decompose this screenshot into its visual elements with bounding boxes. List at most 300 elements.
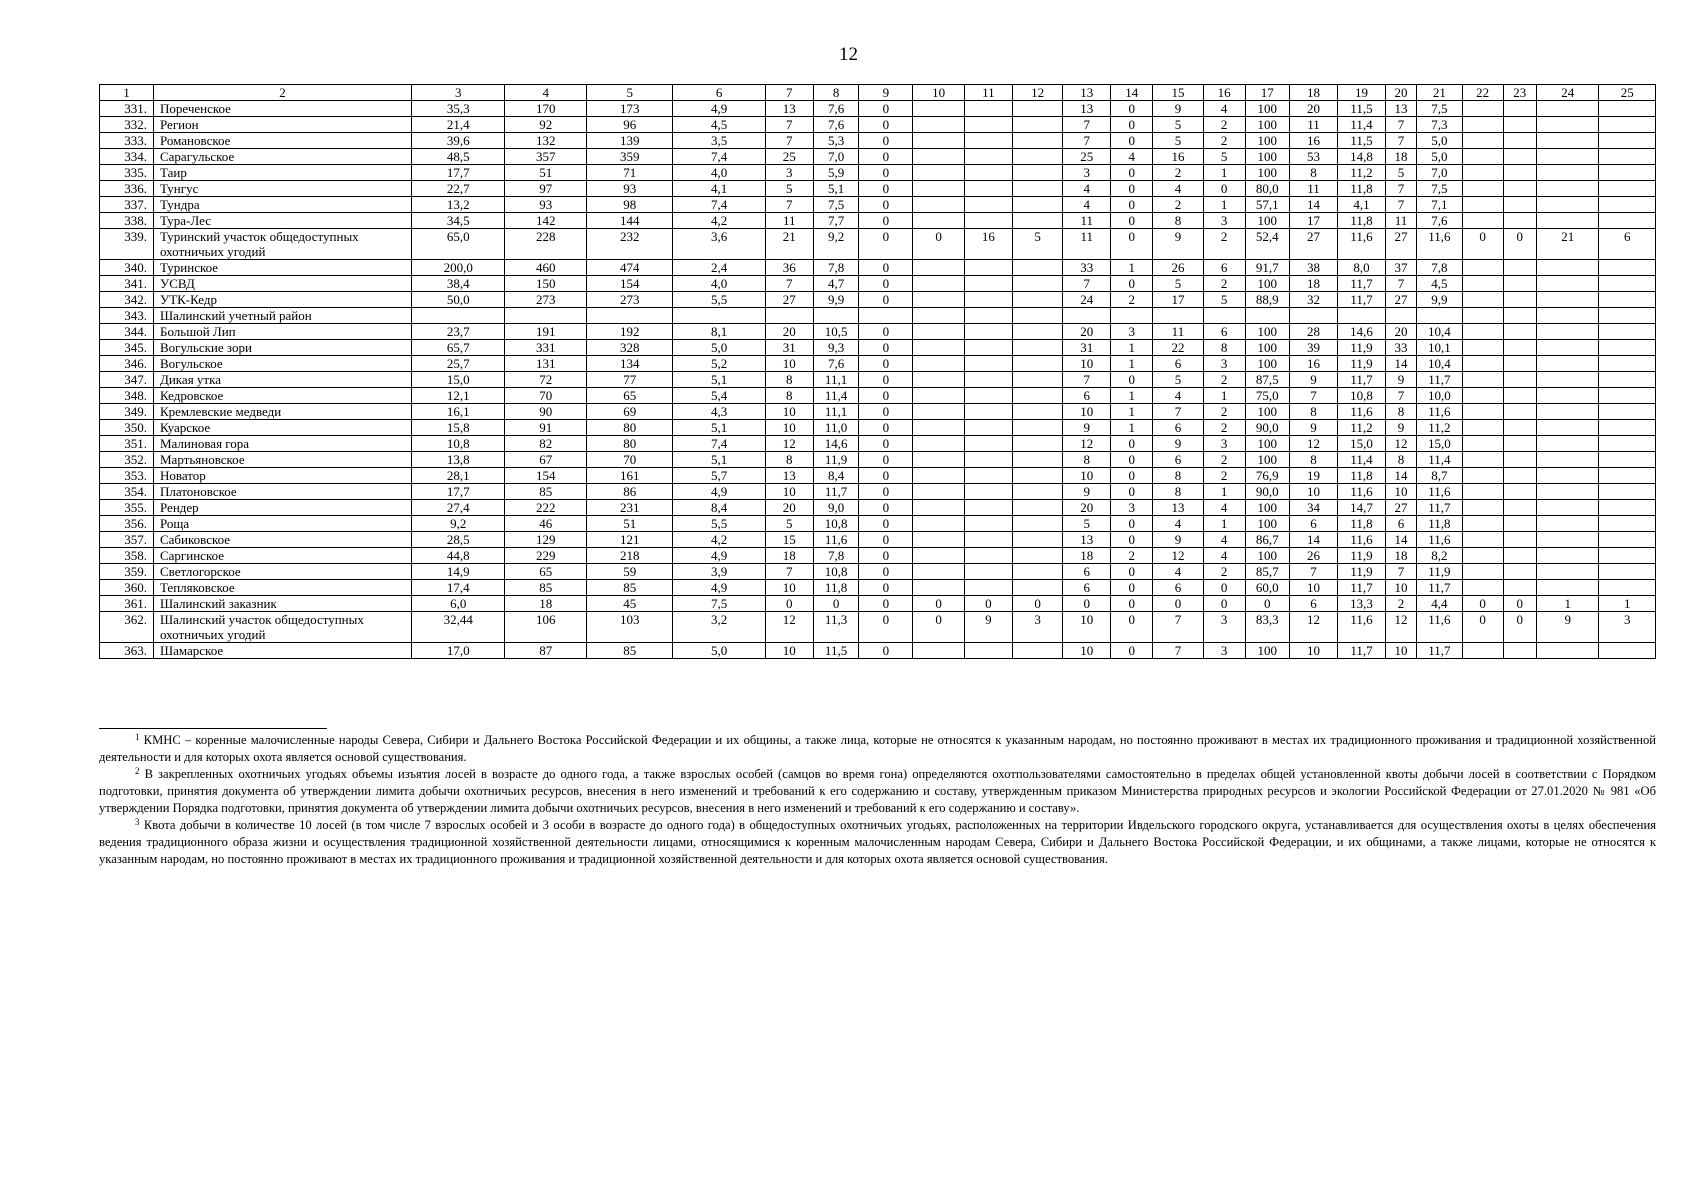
table-cell: 7,5 xyxy=(673,596,765,612)
table-cell: 231 xyxy=(587,500,673,516)
table-cell: 0 xyxy=(859,564,913,580)
table-cell xyxy=(1012,372,1062,388)
table-row xyxy=(100,292,1656,308)
table-cell xyxy=(1012,324,1062,340)
table-cell xyxy=(913,340,965,356)
table-cell: 6 xyxy=(1063,564,1111,580)
table-cell: 7,5 xyxy=(1417,101,1463,117)
table-cell: 4,3 xyxy=(673,404,765,420)
row-number-cell: 334. xyxy=(100,149,154,165)
row-number-cell: 333. xyxy=(100,133,154,149)
table-cell: 90 xyxy=(505,404,587,420)
hunting-ground-name-cell: Пореченское xyxy=(153,101,411,117)
table-cell: 51 xyxy=(505,165,587,181)
table-cell xyxy=(1599,532,1656,548)
table-cell: 13 xyxy=(765,101,813,117)
column-number-cell: 1 xyxy=(100,85,154,101)
table-cell: 11,3 xyxy=(813,612,859,643)
table-cell: 0 xyxy=(859,548,913,564)
table-cell xyxy=(505,308,587,324)
table-cell xyxy=(913,643,965,659)
table-cell xyxy=(964,101,1012,117)
hunting-ground-name-cell: Шалинский заказник xyxy=(153,596,411,612)
hunting-ground-name-cell: Романовское xyxy=(153,133,411,149)
table-cell xyxy=(1537,340,1599,356)
table-cell: 5,9 xyxy=(813,165,859,181)
table-cell xyxy=(1599,165,1656,181)
table-cell: 2 xyxy=(1203,372,1245,388)
table-cell: 7,0 xyxy=(1417,165,1463,181)
table-cell xyxy=(1599,484,1656,500)
table-cell xyxy=(673,308,765,324)
table-cell xyxy=(1012,197,1062,213)
table-cell xyxy=(1599,564,1656,580)
table-row xyxy=(100,596,1656,612)
table-cell: 3,9 xyxy=(673,564,765,580)
table-cell: 65 xyxy=(505,564,587,580)
table-cell: 53 xyxy=(1289,149,1337,165)
hunting-ground-name-cell: Светлогорское xyxy=(153,564,411,580)
table-cell: 20 xyxy=(1289,101,1337,117)
table-cell: 24 xyxy=(1063,292,1111,308)
table-cell: 11 xyxy=(1063,229,1111,260)
table-cell xyxy=(1599,324,1656,340)
table-cell: 100 xyxy=(1245,276,1289,292)
table-cell: 0 xyxy=(859,149,913,165)
table-cell xyxy=(1203,308,1245,324)
hunting-ground-name-cell: Дикая утка xyxy=(153,372,411,388)
table-cell xyxy=(1599,149,1656,165)
table-cell xyxy=(1599,197,1656,213)
table-cell: 11,6 xyxy=(1417,612,1463,643)
table-cell: 1 xyxy=(1203,165,1245,181)
table-cell xyxy=(1503,468,1537,484)
table-cell xyxy=(1385,308,1416,324)
table-cell: 12 xyxy=(1153,548,1203,564)
table-cell: 80 xyxy=(587,436,673,452)
table-cell xyxy=(1462,340,1503,356)
table-cell: 8 xyxy=(1289,404,1337,420)
table-cell xyxy=(913,181,965,197)
table-cell xyxy=(913,356,965,372)
table-cell xyxy=(964,484,1012,500)
table-cell: 65 xyxy=(587,388,673,404)
table-cell xyxy=(1599,580,1656,596)
table-row xyxy=(100,420,1656,436)
table-cell: 7,4 xyxy=(673,149,765,165)
table-cell: 9 xyxy=(1537,612,1599,643)
footnote-text: КМНС – коренные малочисленные народы Севера, Сибири и Дальнего Востока Российской Федерации и их общины, а также лица, которые не относятся к указанным народам, но постоянно проживают в местах их традиционного проживания и традиционной хозяйственной деятельности и для которых охота является основой существования. xyxy=(99,733,1656,764)
table-cell: 3,6 xyxy=(673,229,765,260)
table-cell: 8 xyxy=(1385,452,1416,468)
table-cell xyxy=(1503,101,1537,117)
table-cell: 2 xyxy=(1203,229,1245,260)
table-cell xyxy=(964,580,1012,596)
table-cell: 228 xyxy=(505,229,587,260)
table-cell: 97 xyxy=(505,181,587,197)
table-cell: 34 xyxy=(1289,500,1337,516)
table-cell: 100 xyxy=(1245,133,1289,149)
table-cell: 93 xyxy=(505,197,587,213)
table-cell xyxy=(1012,580,1062,596)
table-cell: 7 xyxy=(1153,404,1203,420)
table-cell: 460 xyxy=(505,260,587,276)
table-row xyxy=(100,580,1656,596)
table-cell xyxy=(913,436,965,452)
hunting-ground-name-cell: Шалинский учетный район xyxy=(153,308,411,324)
table-cell xyxy=(913,101,965,117)
table-cell: 7,8 xyxy=(813,548,859,564)
table-cell xyxy=(1503,420,1537,436)
table-cell: 9 xyxy=(1153,229,1203,260)
table-cell: 11 xyxy=(1063,213,1111,229)
table-cell: 28 xyxy=(1289,324,1337,340)
table-cell: 7 xyxy=(765,133,813,149)
row-number-cell: 357. xyxy=(100,532,154,548)
table-cell xyxy=(913,500,965,516)
hunting-ground-name-cell: Большой Лип xyxy=(153,324,411,340)
table-cell xyxy=(1012,532,1062,548)
table-cell: 11,6 xyxy=(813,532,859,548)
hunting-ground-name-cell: Сарагульское xyxy=(153,149,411,165)
table-cell: 11,8 xyxy=(1337,181,1385,197)
table-row xyxy=(100,388,1656,404)
table-cell: 36 xyxy=(765,260,813,276)
table-cell: 4,5 xyxy=(1417,276,1463,292)
table-cell: 2 xyxy=(1153,197,1203,213)
table-cell: 100 xyxy=(1245,516,1289,532)
table-cell: 11,0 xyxy=(813,420,859,436)
table-cell: 27 xyxy=(1385,292,1416,308)
table-cell: 33 xyxy=(1385,340,1416,356)
table-cell: 0 xyxy=(1462,596,1503,612)
table-cell: 134 xyxy=(587,356,673,372)
table-cell: 0 xyxy=(1203,181,1245,197)
table-cell: 1 xyxy=(1203,516,1245,532)
table-cell: 0 xyxy=(859,292,913,308)
table-cell: 5,1 xyxy=(673,420,765,436)
table-cell: 76,9 xyxy=(1245,468,1289,484)
table-cell: 4,2 xyxy=(673,532,765,548)
table-cell xyxy=(1503,452,1537,468)
table-cell xyxy=(1537,580,1599,596)
table-cell: 3 xyxy=(1203,436,1245,452)
table-cell: 25 xyxy=(1063,149,1111,165)
table-cell xyxy=(964,468,1012,484)
table-cell: 8 xyxy=(1153,213,1203,229)
table-cell: 331 xyxy=(505,340,587,356)
table-cell: 11,6 xyxy=(1337,532,1385,548)
table-cell: 100 xyxy=(1245,324,1289,340)
table-cell: 96 xyxy=(587,117,673,133)
column-number-cell: 6 xyxy=(673,85,765,101)
table-cell: 3 xyxy=(1203,643,1245,659)
table-cell: 4,2 xyxy=(673,213,765,229)
table-row xyxy=(100,532,1656,548)
table-cell: 21 xyxy=(1537,229,1599,260)
table-cell: 6 xyxy=(1153,452,1203,468)
table-cell xyxy=(1462,388,1503,404)
table-row xyxy=(100,308,1656,324)
table-cell: 10,1 xyxy=(1417,340,1463,356)
table-cell: 11,7 xyxy=(1337,580,1385,596)
table-cell xyxy=(1599,260,1656,276)
table-cell xyxy=(1599,516,1656,532)
table-cell: 2 xyxy=(1111,292,1153,308)
table-cell xyxy=(913,404,965,420)
table-cell: 7,8 xyxy=(813,260,859,276)
table-cell xyxy=(1462,516,1503,532)
table-cell: 11,6 xyxy=(1417,532,1463,548)
table-cell: 142 xyxy=(505,213,587,229)
table-cell: 17 xyxy=(1289,213,1337,229)
table-cell: 7 xyxy=(1385,197,1416,213)
table-cell: 0 xyxy=(859,181,913,197)
table-cell xyxy=(913,564,965,580)
table-cell xyxy=(1012,388,1062,404)
table-cell xyxy=(1503,388,1537,404)
table-cell: 52,4 xyxy=(1245,229,1289,260)
table-cell: 34,5 xyxy=(411,213,505,229)
table-cell: 4,9 xyxy=(673,101,765,117)
table-cell xyxy=(1503,404,1537,420)
table-cell xyxy=(964,452,1012,468)
table-row xyxy=(100,484,1656,500)
table-cell: 6 xyxy=(1153,356,1203,372)
table-cell: 1 xyxy=(1203,484,1245,500)
table-cell xyxy=(1462,532,1503,548)
table-cell xyxy=(913,260,965,276)
table-cell: 9,2 xyxy=(411,516,505,532)
table-cell xyxy=(964,149,1012,165)
table-cell: 6 xyxy=(1153,420,1203,436)
table-cell: 2 xyxy=(1203,117,1245,133)
table-cell xyxy=(1503,260,1537,276)
table-cell: 100 xyxy=(1245,213,1289,229)
row-number-cell: 355. xyxy=(100,500,154,516)
column-number-cell: 21 xyxy=(1417,85,1463,101)
column-number-cell: 3 xyxy=(411,85,505,101)
row-number-cell: 331. xyxy=(100,101,154,117)
table-cell: 11,7 xyxy=(1337,643,1385,659)
table-cell: 7,4 xyxy=(673,436,765,452)
column-number-cell: 5 xyxy=(587,85,673,101)
table-cell: 8,0 xyxy=(1337,260,1385,276)
table-cell xyxy=(913,308,965,324)
table-cell: 17 xyxy=(1153,292,1203,308)
table-cell: 0 xyxy=(859,372,913,388)
table-cell: 2 xyxy=(1111,548,1153,564)
table-cell: 9 xyxy=(964,612,1012,643)
table-cell: 10 xyxy=(1063,643,1111,659)
column-number-cell: 18 xyxy=(1289,85,1337,101)
table-cell: 14 xyxy=(1385,532,1416,548)
table-cell: 3 xyxy=(1111,500,1153,516)
table-cell: 100 xyxy=(1245,548,1289,564)
table-cell xyxy=(1537,213,1599,229)
table-cell: 11,7 xyxy=(1337,292,1385,308)
table-cell: 5 xyxy=(1063,516,1111,532)
table-cell: 10,8 xyxy=(813,564,859,580)
table-cell: 11 xyxy=(1153,324,1203,340)
table-cell: 75,0 xyxy=(1245,388,1289,404)
hunting-ground-name-cell: Туринское xyxy=(153,260,411,276)
table-cell: 15,0 xyxy=(1417,436,1463,452)
table-cell: 12 xyxy=(765,436,813,452)
table-cell: 22,7 xyxy=(411,181,505,197)
table-cell xyxy=(1537,165,1599,181)
table-cell: 60,0 xyxy=(1245,580,1289,596)
table-cell xyxy=(1503,643,1537,659)
table-cell: 3 xyxy=(1012,612,1062,643)
table-cell xyxy=(1537,548,1599,564)
footnote-text: Квота добычи в количестве 10 лосей (в том числе 7 взрослых особей и 3 особи в возрасте до одного года) в общедоступных охотничьих угодьях, расположенных на территории Ивдельского городского округа, устанавливается для осуществления охоты в целях обеспечения ведения традиционного образа жизни и осуществления традиционной хозяйственной деятельности лицами, относящимися к коренным малочисленным народам Севера, Сибири и Дальнего Востока Российской Федерации, и их общинами, а также лицами, которые не относятся к указанным народам, но постоянно проживают в местах их традиционного проживания и традиционной хозяйственной деятельности и для которых охота является основой существования. xyxy=(99,818,1656,866)
table-cell: 191 xyxy=(505,324,587,340)
table-cell: 17,7 xyxy=(411,484,505,500)
table-cell xyxy=(1012,356,1062,372)
table-cell xyxy=(1537,532,1599,548)
table-cell: 192 xyxy=(587,324,673,340)
table-cell xyxy=(964,516,1012,532)
table-cell: 9 xyxy=(1153,532,1203,548)
table-cell xyxy=(1503,500,1537,516)
table-cell: 7 xyxy=(765,276,813,292)
table-cell xyxy=(1599,117,1656,133)
table-cell xyxy=(1417,308,1463,324)
table-row xyxy=(100,436,1656,452)
table-cell: 8 xyxy=(1289,165,1337,181)
hunting-ground-name-cell: Тура-Лес xyxy=(153,213,411,229)
table-cell xyxy=(1012,436,1062,452)
column-number-cell: 9 xyxy=(859,85,913,101)
table-cell xyxy=(913,149,965,165)
row-number-cell: 359. xyxy=(100,564,154,580)
row-number-cell: 340. xyxy=(100,260,154,276)
hunting-ground-name-cell: Таир xyxy=(153,165,411,181)
table-cell: 93 xyxy=(587,181,673,197)
column-number-cell: 22 xyxy=(1462,85,1503,101)
table-cell: 0 xyxy=(1503,612,1537,643)
table-cell: 5 xyxy=(1203,149,1245,165)
table-cell: 7 xyxy=(1153,643,1203,659)
table-cell: 11,7 xyxy=(1417,372,1463,388)
table-cell: 11 xyxy=(1385,213,1416,229)
table-cell: 7,4 xyxy=(673,197,765,213)
table-cell xyxy=(1012,133,1062,149)
table-cell: 3,2 xyxy=(673,612,765,643)
table-cell: 7 xyxy=(765,117,813,133)
quota-table xyxy=(99,84,1656,659)
hunting-ground-name-cell: Роща xyxy=(153,516,411,532)
table-cell: 5,0 xyxy=(1417,133,1463,149)
table-cell: 10 xyxy=(1289,484,1337,500)
table-cell: 65,7 xyxy=(411,340,505,356)
table-cell xyxy=(1462,117,1503,133)
table-cell: 6 xyxy=(1289,596,1337,612)
row-number-cell: 332. xyxy=(100,117,154,133)
row-number-cell: 339. xyxy=(100,229,154,260)
table-cell xyxy=(1537,117,1599,133)
table-cell: 14,7 xyxy=(1337,500,1385,516)
table-cell: 5,5 xyxy=(673,516,765,532)
table-cell xyxy=(1503,308,1537,324)
table-cell xyxy=(964,133,1012,149)
table-cell xyxy=(1537,149,1599,165)
table-cell xyxy=(1503,372,1537,388)
table-row xyxy=(100,643,1656,659)
table-cell xyxy=(1012,308,1062,324)
table-cell: 4,4 xyxy=(1417,596,1463,612)
row-number-cell: 351. xyxy=(100,436,154,452)
table-cell xyxy=(1599,420,1656,436)
table-cell: 85 xyxy=(505,580,587,596)
table-cell xyxy=(1537,516,1599,532)
table-cell: 100 xyxy=(1245,643,1289,659)
table-cell: 328 xyxy=(587,340,673,356)
table-cell xyxy=(1503,117,1537,133)
table-cell xyxy=(964,532,1012,548)
table-cell: 5,4 xyxy=(673,388,765,404)
table-cell: 0 xyxy=(765,596,813,612)
table-cell: 85 xyxy=(587,643,673,659)
table-cell xyxy=(1503,356,1537,372)
table-cell xyxy=(1012,292,1062,308)
table-cell: 15 xyxy=(765,532,813,548)
table-cell: 32 xyxy=(1289,292,1337,308)
table-cell: 6 xyxy=(1153,580,1203,596)
table-cell: 1 xyxy=(1111,340,1153,356)
table-cell: 37 xyxy=(1385,260,1416,276)
table-cell: 0 xyxy=(1245,596,1289,612)
table-cell xyxy=(913,468,965,484)
table-row xyxy=(100,356,1656,372)
table-cell: 6 xyxy=(1063,388,1111,404)
table-cell xyxy=(964,276,1012,292)
table-cell: 4,0 xyxy=(673,276,765,292)
table-cell: 7 xyxy=(765,564,813,580)
table-cell: 11,8 xyxy=(1337,468,1385,484)
table-cell: 0 xyxy=(1111,372,1153,388)
footnote-mark: 3 xyxy=(135,817,140,827)
table-cell: 0 xyxy=(1111,276,1153,292)
row-number-cell: 349. xyxy=(100,404,154,420)
table-cell: 4,9 xyxy=(673,548,765,564)
table-cell xyxy=(1537,452,1599,468)
table-cell: 9,9 xyxy=(813,292,859,308)
table-cell: 0 xyxy=(859,340,913,356)
table-cell: 18 xyxy=(1063,548,1111,564)
table-cell: 14,6 xyxy=(813,436,859,452)
table-cell: 0 xyxy=(813,596,859,612)
table-cell: 3 xyxy=(1203,213,1245,229)
table-cell: 8 xyxy=(1203,340,1245,356)
table-cell: 7,0 xyxy=(813,149,859,165)
table-cell xyxy=(964,292,1012,308)
table-cell xyxy=(913,165,965,181)
column-number-cell: 4 xyxy=(505,85,587,101)
table-cell: 12 xyxy=(1289,612,1337,643)
table-cell: 70 xyxy=(505,388,587,404)
table-cell xyxy=(1063,308,1111,324)
table-cell xyxy=(1503,324,1537,340)
table-cell: 7 xyxy=(1385,117,1416,133)
table-cell: 11,9 xyxy=(1337,564,1385,580)
table-cell: 70 xyxy=(587,452,673,468)
table-cell: 25,7 xyxy=(411,356,505,372)
table-cell: 1 xyxy=(1111,356,1153,372)
table-cell xyxy=(964,404,1012,420)
table-cell xyxy=(1012,643,1062,659)
